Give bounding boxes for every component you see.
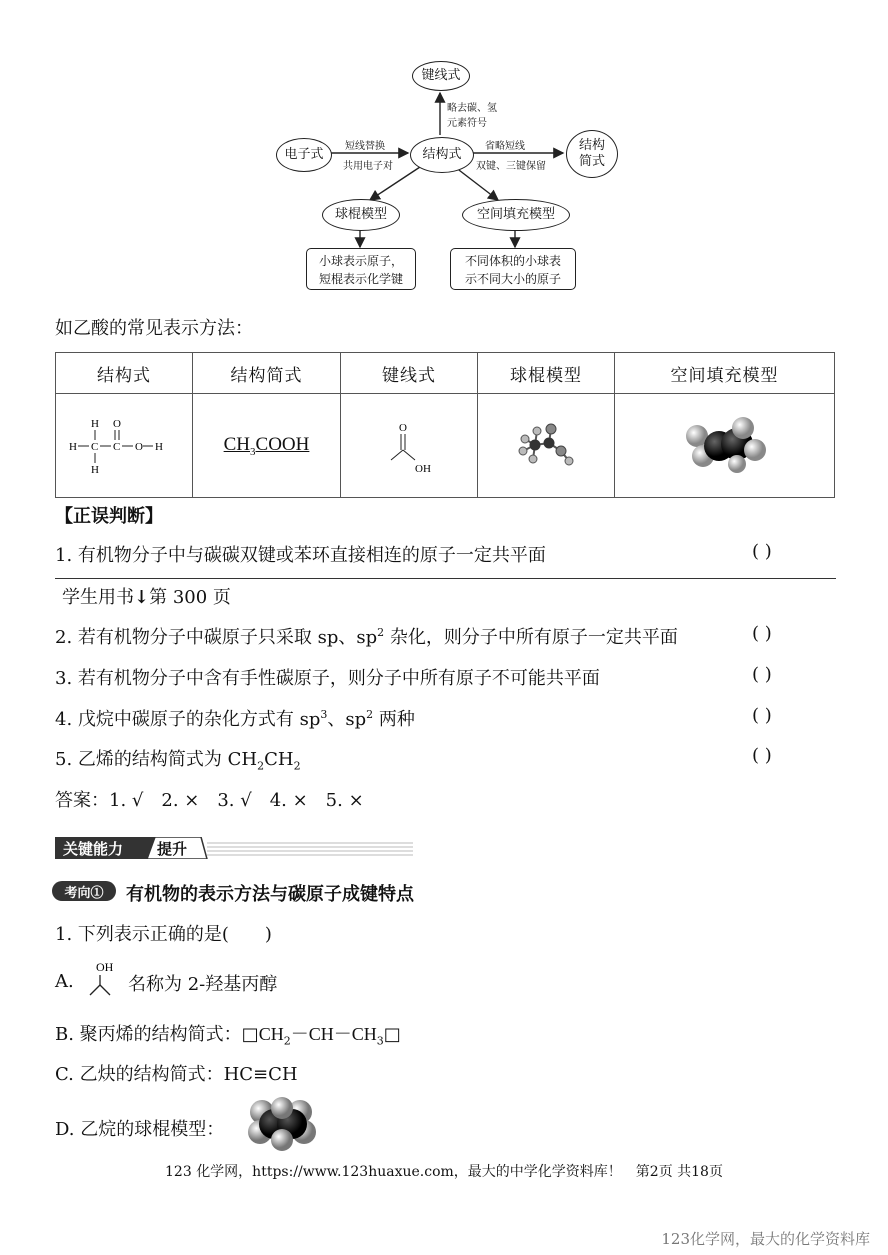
option-b-formula-1: CH <box>258 1024 284 1044</box>
judge-item-1: 1. 有机物分子中与碳碳双键或苯环直接相连的原子一定共平面 <box>55 545 546 566</box>
option-b[interactable] <box>55 1020 401 1048</box>
node-jiegou: 结构式 <box>410 137 474 173</box>
option-d-text[interactable]: D. 乙烷的球棍模型： <box>55 1119 225 1140</box>
skeletal-formula-drawing <box>379 416 439 476</box>
box-kongjian-line2: 示不同大小的原子 <box>464 272 561 286</box>
node-jiegou-jian-line2: 简式 <box>578 154 605 169</box>
atom-h-right: H <box>155 440 163 453</box>
option-b-formula-2: －CH－CH <box>290 1024 377 1044</box>
option-a-text: 名称为 2-羟基丙醇 <box>128 974 278 995</box>
judge-paren-2[interactable]: ( ) <box>752 623 772 644</box>
label-right-1: 省略短线 <box>485 141 525 152</box>
judge-item-2-suffix: 杂化，则分子中所有原子一定共平面 <box>384 627 678 648</box>
judge-item-4-mid: 、sp <box>327 709 367 730</box>
cell-ball-stick <box>478 394 615 498</box>
cell-structural-formula <box>56 394 193 498</box>
option-b-sub2: 2 <box>283 1034 291 1048</box>
ball-stick-drawing <box>511 421 581 471</box>
option-d-model <box>244 1096 322 1152</box>
atom-h-bottom: H <box>91 463 99 476</box>
atom-o-top: O <box>113 417 121 430</box>
intro-text: 如乙酸的常见表示方法： <box>55 318 253 339</box>
footer: 123 化学网，https://www.123huaxue.com，最大的中学化学资料库！ 第2页 共18页 <box>165 1164 723 1180</box>
simple-formula: $CH_3COOH$ <box>223 433 310 458</box>
watermark: 123化学网，最大的化学资料库 <box>661 1230 870 1248</box>
structural-formula-drawing <box>69 411 179 481</box>
judge-item-5-sub1: 2 <box>257 759 265 773</box>
judge-item-4-sup2: 2 <box>366 708 374 721</box>
banner-dark-text: 关键能力 <box>63 840 124 858</box>
header-jiegou: 结构式 <box>56 353 193 394</box>
header-jiegou-jian: 结构简式 <box>193 353 341 394</box>
box-qiugun-line2: 短棍表示化学键 <box>318 272 403 286</box>
box-qiugun-desc <box>306 248 416 290</box>
box-kongjian-line1: 不同体积的小球表 <box>464 254 561 268</box>
atom-c1: C <box>91 440 99 453</box>
page-ref <box>62 583 231 609</box>
judge-item-5-prefix: 5. 乙烯的结构简式为 CH <box>55 749 258 770</box>
header-qiugun: 球棍模型 <box>478 353 615 394</box>
node-dianzi: 电子式 <box>276 138 332 172</box>
label-right-2: 双键、三键保留 <box>476 161 546 172</box>
judge-title: 【正误判断】 <box>55 506 163 527</box>
node-jianxian: 键线式 <box>412 61 470 91</box>
answer-line: 答案：1. √ 2. × 3. √ 4. × 5. × <box>55 790 364 811</box>
judge-paren-3[interactable]: ( ) <box>752 664 772 685</box>
cell-space-filling <box>615 394 835 498</box>
judge-item-5-mid: CH <box>264 749 294 770</box>
label-left-2: 共用电子对 <box>343 161 393 172</box>
atom-h-left: H <box>69 440 77 453</box>
judge-item-5 <box>55 745 301 773</box>
skeletal-o: O <box>399 421 407 434</box>
judge-item-4-suffix: 两种 <box>373 709 415 730</box>
node-jiegou-jian <box>566 130 618 178</box>
section-tag: 考向① <box>52 881 116 901</box>
box-kongjian-desc <box>450 248 576 290</box>
option-b-sub3: 3 <box>376 1034 384 1048</box>
judge-item-4-prefix: 4. 戊烷中碳原子的杂化方式有 sp <box>55 709 321 730</box>
judge-paren-5[interactable]: ( ) <box>752 745 772 766</box>
label-left-1: 短线替换 <box>345 141 385 152</box>
cell-simple-formula <box>193 394 341 498</box>
judge-paren-1[interactable]: ( ) <box>752 541 772 562</box>
question-stem: 1. 下列表示正确的是( ) <box>55 924 272 945</box>
judge-item-3: 3. 若有机物分子中含有手性碳原子，则分子中所有原子不可能共平面 <box>55 668 600 689</box>
option-c[interactable]: C. 乙炔的结构简式：HC≡CH <box>55 1064 298 1085</box>
page-ref-suffix: 第 300 页 <box>149 587 231 608</box>
node-kongjian: 空间填充模型 <box>462 199 570 231</box>
space-filling-drawing <box>675 414 775 478</box>
judge-item-2-sup: 2 <box>377 626 385 639</box>
banner-light-text: 提升 <box>157 840 188 858</box>
judge-item-2-prefix: 2. 若有机物分子中碳原子只采取 sp、sp <box>55 627 378 648</box>
divider-rule <box>55 578 836 579</box>
box-qiugun-line1: 小球表示原子， <box>318 254 403 268</box>
node-qiugun: 球棍模型 <box>322 199 400 231</box>
option-a-structure <box>86 957 126 999</box>
option-a-oh: OH <box>96 960 114 974</box>
judge-item-5-sub2: 2 <box>293 759 301 773</box>
label-up-2: 元素符号 <box>447 118 487 129</box>
atom-o-right: O <box>135 440 143 453</box>
label-up-1: 略去碳、氢 <box>447 103 497 114</box>
skeletal-oh: OH <box>415 462 431 475</box>
option-b-text: B. 聚丙烯的结构简式： <box>55 1024 242 1045</box>
node-jiegou-jian-line1: 结构 <box>578 138 605 153</box>
judge-item-2 <box>55 623 678 649</box>
cell-skeletal <box>341 394 478 498</box>
page-ref-prefix: 学生用书 <box>62 587 134 608</box>
representation-table <box>55 352 835 498</box>
judge-paren-4[interactable]: ( ) <box>752 705 772 726</box>
option-a-label[interactable]: A. <box>55 971 74 992</box>
section-title: 有机物的表示方法与碳原子成键特点 <box>126 884 414 905</box>
judge-item-4 <box>55 705 415 731</box>
atom-h-top: H <box>91 417 99 430</box>
option-b-box-right: □ <box>383 1024 401 1045</box>
option-b-box-left: □ <box>241 1024 259 1045</box>
header-kongjian: 空间填充模型 <box>615 353 835 394</box>
down-arrow-icon: ↓ <box>134 587 150 608</box>
atom-c2: C <box>113 440 121 453</box>
judge-item-4-sup3: 3 <box>320 708 328 721</box>
header-jianxian: 键线式 <box>341 353 478 394</box>
